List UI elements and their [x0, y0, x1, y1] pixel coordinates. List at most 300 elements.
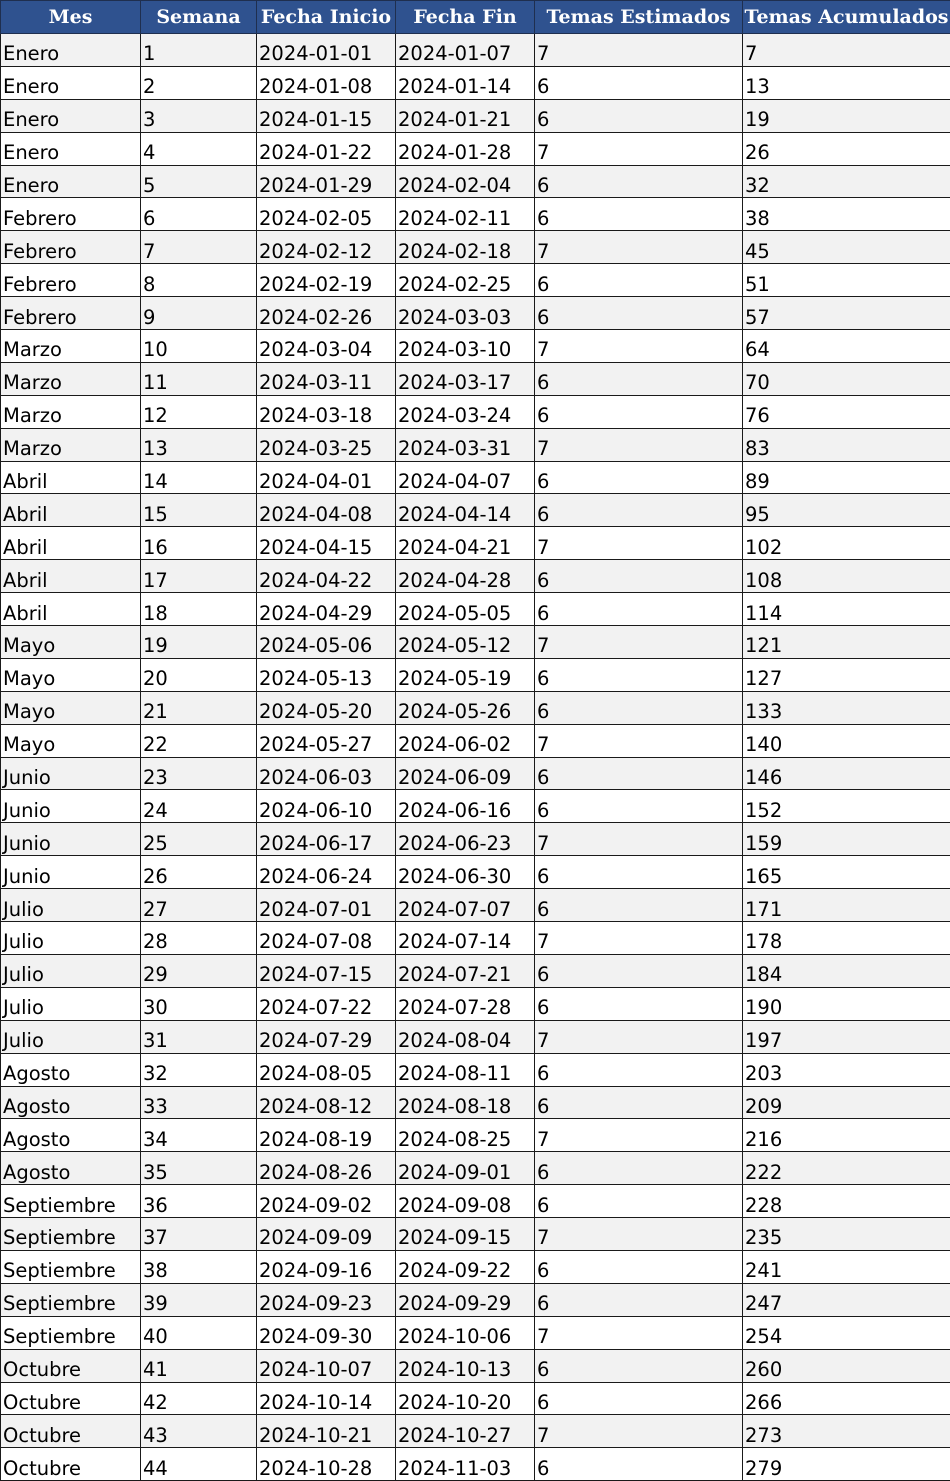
cell-fecha-fin[interactable]: 2024-04-28 [396, 560, 535, 593]
cell-fecha-fin[interactable]: 2024-01-14 [396, 66, 535, 99]
cell-temas-acumulados[interactable]: 203 [743, 1053, 950, 1086]
cell-temas-acumulados[interactable]: 209 [743, 1086, 950, 1119]
cell-temas-acumulados[interactable]: 190 [743, 987, 950, 1020]
cell-temas-estimados[interactable]: 6 [535, 461, 743, 494]
cell-temas-acumulados[interactable]: 133 [743, 691, 950, 724]
cell-fecha-inicio[interactable]: 2024-04-15 [257, 527, 396, 560]
cell-fecha-inicio[interactable]: 2024-07-15 [257, 954, 396, 987]
cell-fecha-inicio[interactable]: 2024-05-20 [257, 691, 396, 724]
cell-fecha-fin[interactable]: 2024-04-21 [396, 527, 535, 560]
cell-temas-acumulados[interactable]: 260 [743, 1349, 950, 1382]
cell-temas-acumulados[interactable]: 159 [743, 823, 950, 856]
cell-fecha-inicio[interactable]: 2024-08-26 [257, 1152, 396, 1185]
cell-temas-acumulados[interactable]: 13 [743, 66, 950, 99]
table-row [1, 823, 950, 856]
cell-temas-acumulados[interactable]: 64 [743, 330, 950, 363]
cell-temas-acumulados[interactable]: 89 [743, 461, 950, 494]
cell-mes[interactable]: Octubre [1, 1448, 141, 1481]
cell-temas-acumulados[interactable]: 114 [743, 593, 950, 626]
cell-temas-estimados[interactable]: 6 [535, 889, 743, 922]
cell-temas-acumulados[interactable]: 241 [743, 1250, 950, 1283]
cell-temas-acumulados[interactable]: 146 [743, 757, 950, 790]
cell-temas-acumulados[interactable]: 127 [743, 658, 950, 691]
cell-temas-estimados[interactable]: 7 [535, 823, 743, 856]
cell-fecha-inicio[interactable]: 2024-01-22 [257, 132, 396, 165]
cell-temas-acumulados[interactable]: 95 [743, 494, 950, 527]
cell-fecha-inicio[interactable]: 2024-07-29 [257, 1020, 396, 1053]
cell-fecha-fin[interactable]: 2024-02-18 [396, 231, 535, 264]
cell-mes[interactable]: Mayo [1, 658, 141, 691]
cell-temas-acumulados[interactable]: 254 [743, 1316, 950, 1349]
cell-fecha-inicio[interactable]: 2024-04-29 [257, 593, 396, 626]
cell-temas-estimados[interactable]: 7 [535, 1020, 743, 1053]
cell-temas-estimados[interactable]: 6 [535, 362, 743, 395]
cell-mes[interactable]: Julio [1, 954, 141, 987]
cell-fecha-fin[interactable]: 2024-07-28 [396, 987, 535, 1020]
cell-fecha-inicio[interactable]: 2024-09-23 [257, 1283, 396, 1316]
table-row [1, 757, 950, 790]
cell-fecha-fin[interactable]: 2024-05-12 [396, 626, 535, 659]
cell-fecha-fin[interactable]: 2024-01-07 [396, 34, 535, 67]
cell-mes[interactable]: Junio [1, 790, 141, 823]
cell-semana[interactable]: 30 [141, 987, 257, 1020]
cell-temas-estimados[interactable]: 6 [535, 66, 743, 99]
cell-temas-estimados[interactable]: 6 [535, 1086, 743, 1119]
header-row [1, 1, 950, 34]
cell-temas-acumulados[interactable]: 247 [743, 1283, 950, 1316]
cell-temas-estimados[interactable]: 6 [535, 395, 743, 428]
cell-temas-acumulados[interactable]: 222 [743, 1152, 950, 1185]
cell-semana[interactable]: 8 [141, 264, 257, 297]
cell-temas-estimados[interactable]: 6 [535, 1053, 743, 1086]
cell-fecha-fin[interactable]: 2024-09-01 [396, 1152, 535, 1185]
cell-semana[interactable]: 7 [141, 231, 257, 264]
cell-semana[interactable]: 21 [141, 691, 257, 724]
cell-fecha-fin[interactable]: 2024-05-26 [396, 691, 535, 724]
cell-semana[interactable]: 18 [141, 593, 257, 626]
cell-temas-acumulados[interactable]: 57 [743, 297, 950, 330]
cell-fecha-inicio[interactable]: 2024-04-08 [257, 494, 396, 527]
table-row [1, 362, 950, 395]
cell-semana[interactable]: 42 [141, 1382, 257, 1415]
cell-fecha-fin[interactable]: 2024-10-13 [396, 1349, 535, 1382]
cell-temas-estimados[interactable]: 6 [535, 987, 743, 1020]
header-mes[interactable]: Mes [1, 1, 141, 34]
cell-fecha-fin[interactable]: 2024-07-14 [396, 922, 535, 955]
table-row [1, 395, 950, 428]
table-row [1, 889, 950, 922]
cell-fecha-inicio[interactable]: 2024-01-08 [257, 66, 396, 99]
cell-fecha-inicio[interactable]: 2024-02-19 [257, 264, 396, 297]
cell-temas-estimados[interactable]: 6 [535, 1382, 743, 1415]
cell-temas-acumulados[interactable]: 108 [743, 560, 950, 593]
cell-fecha-inicio[interactable]: 2024-01-01 [257, 34, 396, 67]
cell-semana[interactable]: 2 [141, 66, 257, 99]
cell-fecha-inicio[interactable]: 2024-09-16 [257, 1250, 396, 1283]
cell-mes[interactable]: Marzo [1, 330, 141, 363]
cell-mes[interactable]: Julio [1, 922, 141, 955]
cell-temas-estimados[interactable]: 7 [535, 626, 743, 659]
table-row [1, 626, 950, 659]
table-row [1, 264, 950, 297]
cell-mes[interactable]: Enero [1, 132, 141, 165]
table-row [1, 461, 950, 494]
table-row [1, 527, 950, 560]
cell-mes[interactable]: Marzo [1, 428, 141, 461]
cell-temas-estimados[interactable]: 6 [535, 1250, 743, 1283]
cell-fecha-fin[interactable]: 2024-08-25 [396, 1119, 535, 1152]
cell-mes[interactable]: Junio [1, 757, 141, 790]
cell-mes[interactable]: Abril [1, 494, 141, 527]
cell-fecha-inicio[interactable]: 2024-09-09 [257, 1218, 396, 1251]
cell-fecha-fin[interactable]: 2024-09-22 [396, 1250, 535, 1283]
cell-temas-estimados[interactable]: 6 [535, 691, 743, 724]
table-row [1, 165, 950, 198]
table-row [1, 658, 950, 691]
cell-semana[interactable]: 11 [141, 362, 257, 395]
table-body [1, 34, 950, 1481]
cell-temas-estimados[interactable]: 6 [535, 658, 743, 691]
cell-fecha-fin[interactable]: 2024-06-09 [396, 757, 535, 790]
header-fecha-inicio[interactable]: Fecha Inicio [257, 1, 396, 34]
cell-fecha-inicio[interactable]: 2024-06-17 [257, 823, 396, 856]
cell-temas-estimados[interactable]: 6 [535, 1448, 743, 1481]
cell-mes[interactable]: Agosto [1, 1119, 141, 1152]
cell-mes[interactable]: Abril [1, 593, 141, 626]
cell-temas-acumulados[interactable]: 197 [743, 1020, 950, 1053]
table-row [1, 790, 950, 823]
cell-mes[interactable]: Enero [1, 99, 141, 132]
cell-temas-acumulados[interactable]: 26 [743, 132, 950, 165]
cell-mes[interactable]: Septiembre [1, 1283, 141, 1316]
cell-fecha-inicio[interactable]: 2024-05-13 [257, 658, 396, 691]
cell-fecha-fin[interactable]: 2024-02-25 [396, 264, 535, 297]
cell-mes[interactable]: Abril [1, 560, 141, 593]
cell-semana[interactable]: 12 [141, 395, 257, 428]
cell-semana[interactable]: 43 [141, 1415, 257, 1448]
cell-temas-estimados[interactable]: 6 [535, 1349, 743, 1382]
cell-temas-acumulados[interactable]: 83 [743, 428, 950, 461]
table-row [1, 34, 950, 67]
cell-fecha-fin[interactable]: 2024-03-03 [396, 297, 535, 330]
cell-mes[interactable]: Abril [1, 461, 141, 494]
cell-temas-acumulados[interactable]: 7 [743, 34, 950, 67]
cell-semana[interactable]: 41 [141, 1349, 257, 1382]
cell-semana[interactable]: 31 [141, 1020, 257, 1053]
cell-fecha-inicio[interactable]: 2024-02-05 [257, 198, 396, 231]
cell-mes[interactable]: Marzo [1, 362, 141, 395]
cell-temas-estimados[interactable]: 6 [535, 757, 743, 790]
cell-semana[interactable]: 34 [141, 1119, 257, 1152]
cell-temas-acumulados[interactable]: 19 [743, 99, 950, 132]
cell-semana[interactable]: 23 [141, 757, 257, 790]
cell-temas-estimados[interactable]: 6 [535, 560, 743, 593]
cell-semana[interactable]: 16 [141, 527, 257, 560]
cell-fecha-inicio[interactable]: 2024-09-02 [257, 1185, 396, 1218]
cell-temas-estimados[interactable]: 7 [535, 1119, 743, 1152]
cell-fecha-inicio[interactable]: 2024-10-14 [257, 1382, 396, 1415]
cell-fecha-inicio[interactable]: 2024-09-30 [257, 1316, 396, 1349]
cell-mes[interactable]: Mayo [1, 724, 141, 757]
cell-fecha-inicio[interactable]: 2024-07-22 [257, 987, 396, 1020]
cell-semana[interactable]: 22 [141, 724, 257, 757]
cell-fecha-inicio[interactable]: 2024-08-12 [257, 1086, 396, 1119]
cell-mes[interactable]: Febrero [1, 231, 141, 264]
cell-mes[interactable]: Enero [1, 66, 141, 99]
cell-mes[interactable]: Agosto [1, 1086, 141, 1119]
cell-mes[interactable]: Mayo [1, 691, 141, 724]
table-row [1, 231, 950, 264]
cell-mes[interactable]: Octubre [1, 1382, 141, 1415]
table-row [1, 1415, 950, 1448]
table-row [1, 954, 950, 987]
table-row [1, 198, 950, 231]
cell-mes[interactable]: Febrero [1, 297, 141, 330]
cell-fecha-inicio[interactable]: 2024-05-06 [257, 626, 396, 659]
table-row [1, 66, 950, 99]
cell-temas-acumulados[interactable]: 171 [743, 889, 950, 922]
cell-fecha-inicio[interactable]: 2024-06-03 [257, 757, 396, 790]
cell-fecha-inicio[interactable]: 2024-03-11 [257, 362, 396, 395]
cell-temas-acumulados[interactable]: 102 [743, 527, 950, 560]
cell-fecha-fin[interactable]: 2024-09-29 [396, 1283, 535, 1316]
cell-semana[interactable]: 13 [141, 428, 257, 461]
cell-temas-estimados[interactable]: 6 [535, 198, 743, 231]
cell-temas-estimados[interactable]: 7 [535, 1415, 743, 1448]
cell-temas-estimados[interactable]: 6 [535, 856, 743, 889]
cell-fecha-fin[interactable]: 2024-06-23 [396, 823, 535, 856]
cell-temas-acumulados[interactable]: 235 [743, 1218, 950, 1251]
cell-semana[interactable]: 38 [141, 1250, 257, 1283]
cell-semana[interactable]: 29 [141, 954, 257, 987]
cell-fecha-fin[interactable]: 2024-10-20 [396, 1382, 535, 1415]
cell-fecha-inicio[interactable]: 2024-07-01 [257, 889, 396, 922]
cell-mes[interactable]: Agosto [1, 1053, 141, 1086]
cell-mes[interactable]: Septiembre [1, 1218, 141, 1251]
cell-fecha-fin[interactable]: 2024-03-24 [396, 395, 535, 428]
cell-semana[interactable]: 19 [141, 626, 257, 659]
table-row [1, 1152, 950, 1185]
cell-semana[interactable]: 27 [141, 889, 257, 922]
cell-fecha-fin[interactable]: 2024-02-04 [396, 165, 535, 198]
cell-mes[interactable]: Agosto [1, 1152, 141, 1185]
cell-fecha-fin[interactable]: 2024-03-10 [396, 330, 535, 363]
header-semana[interactable]: Semana [141, 1, 257, 34]
cell-mes[interactable]: Octubre [1, 1415, 141, 1448]
cell-temas-estimados[interactable]: 6 [535, 790, 743, 823]
cell-temas-estimados[interactable]: 6 [535, 1152, 743, 1185]
cell-semana[interactable]: 24 [141, 790, 257, 823]
cell-mes[interactable]: Febrero [1, 198, 141, 231]
cell-temas-acumulados[interactable]: 140 [743, 724, 950, 757]
cell-temas-estimados[interactable]: 7 [535, 1316, 743, 1349]
cell-mes[interactable]: Enero [1, 34, 141, 67]
cell-mes[interactable]: Julio [1, 987, 141, 1020]
cell-fecha-inicio[interactable]: 2024-03-04 [257, 330, 396, 363]
cell-temas-acumulados[interactable]: 228 [743, 1185, 950, 1218]
header-temas-acumulados[interactable]: Temas Acumulados [743, 1, 950, 34]
cell-semana[interactable]: 5 [141, 165, 257, 198]
cell-fecha-fin[interactable]: 2024-11-03 [396, 1448, 535, 1481]
table-row [1, 593, 950, 626]
cell-semana[interactable]: 36 [141, 1185, 257, 1218]
cell-temas-acumulados[interactable]: 32 [743, 165, 950, 198]
cell-fecha-fin[interactable]: 2024-06-16 [396, 790, 535, 823]
cell-semana[interactable]: 44 [141, 1448, 257, 1481]
cell-temas-acumulados[interactable]: 45 [743, 231, 950, 264]
cell-fecha-fin[interactable]: 2024-10-27 [396, 1415, 535, 1448]
cell-fecha-inicio[interactable]: 2024-07-08 [257, 922, 396, 955]
cell-fecha-fin[interactable]: 2024-06-02 [396, 724, 535, 757]
cell-fecha-fin[interactable]: 2024-06-30 [396, 856, 535, 889]
cell-fecha-inicio[interactable]: 2024-06-10 [257, 790, 396, 823]
cell-semana[interactable]: 39 [141, 1283, 257, 1316]
cell-fecha-fin[interactable]: 2024-03-31 [396, 428, 535, 461]
cell-temas-acumulados[interactable]: 152 [743, 790, 950, 823]
cell-temas-acumulados[interactable]: 178 [743, 922, 950, 955]
cell-mes[interactable]: Junio [1, 856, 141, 889]
cell-fecha-inicio[interactable]: 2024-10-07 [257, 1349, 396, 1382]
cell-mes[interactable]: Julio [1, 1020, 141, 1053]
cell-semana[interactable]: 20 [141, 658, 257, 691]
cell-temas-estimados[interactable]: 7 [535, 922, 743, 955]
cell-fecha-fin[interactable]: 2024-05-05 [396, 593, 535, 626]
cell-fecha-fin[interactable]: 2024-03-17 [396, 362, 535, 395]
cell-mes[interactable]: Septiembre [1, 1316, 141, 1349]
cell-temas-estimados[interactable]: 6 [535, 1185, 743, 1218]
cell-mes[interactable]: Marzo [1, 395, 141, 428]
cell-fecha-inicio[interactable]: 2024-02-26 [257, 297, 396, 330]
cell-fecha-inicio[interactable]: 2024-08-19 [257, 1119, 396, 1152]
cell-temas-estimados[interactable]: 7 [535, 231, 743, 264]
cell-fecha-fin[interactable]: 2024-04-14 [396, 494, 535, 527]
cell-semana[interactable]: 6 [141, 198, 257, 231]
table-header [1, 1, 950, 34]
cell-mes[interactable]: Abril [1, 527, 141, 560]
cell-fecha-inicio[interactable]: 2024-03-25 [257, 428, 396, 461]
cell-semana[interactable]: 35 [141, 1152, 257, 1185]
cell-temas-estimados[interactable]: 6 [535, 494, 743, 527]
cell-fecha-inicio[interactable]: 2024-01-15 [257, 99, 396, 132]
cell-semana[interactable]: 14 [141, 461, 257, 494]
cell-mes[interactable]: Mayo [1, 626, 141, 659]
cell-fecha-inicio[interactable]: 2024-05-27 [257, 724, 396, 757]
cell-fecha-inicio[interactable]: 2024-02-12 [257, 231, 396, 264]
cell-mes[interactable]: Julio [1, 889, 141, 922]
cell-semana[interactable]: 37 [141, 1218, 257, 1251]
cell-mes[interactable]: Enero [1, 165, 141, 198]
cell-fecha-fin[interactable]: 2024-01-28 [396, 132, 535, 165]
cell-temas-estimados[interactable]: 7 [535, 34, 743, 67]
cell-temas-acumulados[interactable]: 279 [743, 1448, 950, 1481]
cell-temas-estimados[interactable]: 7 [535, 330, 743, 363]
cell-fecha-fin[interactable]: 2024-08-11 [396, 1053, 535, 1086]
cell-fecha-inicio[interactable]: 2024-08-05 [257, 1053, 396, 1086]
cell-temas-estimados[interactable]: 7 [535, 1218, 743, 1251]
cell-semana[interactable]: 28 [141, 922, 257, 955]
cell-temas-estimados[interactable]: 6 [535, 264, 743, 297]
cell-temas-estimados[interactable]: 6 [535, 954, 743, 987]
cell-temas-estimados[interactable]: 7 [535, 132, 743, 165]
table-row [1, 1250, 950, 1283]
table-row [1, 1086, 950, 1119]
cell-temas-estimados[interactable]: 6 [535, 1283, 743, 1316]
cell-semana[interactable]: 9 [141, 297, 257, 330]
cell-semana[interactable]: 1 [141, 34, 257, 67]
cell-temas-acumulados[interactable]: 184 [743, 954, 950, 987]
cell-fecha-inicio[interactable]: 2024-01-29 [257, 165, 396, 198]
cell-mes[interactable]: Septiembre [1, 1250, 141, 1283]
cell-temas-acumulados[interactable]: 266 [743, 1382, 950, 1415]
cell-fecha-fin[interactable]: 2024-08-04 [396, 1020, 535, 1053]
cell-fecha-fin[interactable]: 2024-01-21 [396, 99, 535, 132]
cell-temas-estimados[interactable]: 7 [535, 527, 743, 560]
cell-fecha-inicio[interactable]: 2024-03-18 [257, 395, 396, 428]
header-fecha-fin[interactable]: Fecha Fin [396, 1, 535, 34]
cell-temas-estimados[interactable]: 7 [535, 428, 743, 461]
cell-fecha-inicio[interactable]: 2024-10-21 [257, 1415, 396, 1448]
cell-fecha-fin[interactable]: 2024-05-19 [396, 658, 535, 691]
table-row [1, 560, 950, 593]
cell-mes[interactable]: Febrero [1, 264, 141, 297]
cell-temas-estimados[interactable]: 6 [535, 297, 743, 330]
cell-temas-acumulados[interactable]: 70 [743, 362, 950, 395]
cell-fecha-fin[interactable]: 2024-08-18 [396, 1086, 535, 1119]
cell-temas-estimados[interactable]: 6 [535, 165, 743, 198]
cell-semana[interactable]: 3 [141, 99, 257, 132]
cell-temas-acumulados[interactable]: 273 [743, 1415, 950, 1448]
cell-mes[interactable]: Octubre [1, 1349, 141, 1382]
cell-semana[interactable]: 17 [141, 560, 257, 593]
cell-temas-acumulados[interactable]: 51 [743, 264, 950, 297]
cell-semana[interactable]: 10 [141, 330, 257, 363]
cell-temas-acumulados[interactable]: 76 [743, 395, 950, 428]
cell-semana[interactable]: 32 [141, 1053, 257, 1086]
cell-semana[interactable]: 25 [141, 823, 257, 856]
cell-fecha-fin[interactable]: 2024-07-21 [396, 954, 535, 987]
cell-fecha-fin[interactable]: 2024-09-08 [396, 1185, 535, 1218]
cell-temas-acumulados[interactable]: 216 [743, 1119, 950, 1152]
cell-semana[interactable]: 33 [141, 1086, 257, 1119]
cell-fecha-fin[interactable]: 2024-04-07 [396, 461, 535, 494]
table-row [1, 1349, 950, 1382]
table-row [1, 987, 950, 1020]
cell-fecha-fin[interactable]: 2024-02-11 [396, 198, 535, 231]
cell-mes[interactable]: Septiembre [1, 1185, 141, 1218]
header-temas-estimados[interactable]: Temas Estimados [535, 1, 743, 34]
cell-temas-acumulados[interactable]: 121 [743, 626, 950, 659]
cell-semana[interactable]: 15 [141, 494, 257, 527]
cell-temas-estimados[interactable]: 6 [535, 593, 743, 626]
cell-semana[interactable]: 4 [141, 132, 257, 165]
cell-temas-estimados[interactable]: 6 [535, 99, 743, 132]
cell-fecha-inicio[interactable]: 2024-10-28 [257, 1448, 396, 1481]
cell-fecha-fin[interactable]: 2024-10-06 [396, 1316, 535, 1349]
cell-temas-acumulados[interactable]: 165 [743, 856, 950, 889]
cell-fecha-inicio[interactable]: 2024-04-22 [257, 560, 396, 593]
cell-temas-estimados[interactable]: 7 [535, 724, 743, 757]
cell-mes[interactable]: Junio [1, 823, 141, 856]
table-row [1, 1020, 950, 1053]
table-row [1, 922, 950, 955]
cell-semana[interactable]: 26 [141, 856, 257, 889]
cell-semana[interactable]: 40 [141, 1316, 257, 1349]
cell-fecha-inicio[interactable]: 2024-04-01 [257, 461, 396, 494]
cell-fecha-fin[interactable]: 2024-09-15 [396, 1218, 535, 1251]
cell-temas-acumulados[interactable]: 38 [743, 198, 950, 231]
cell-fecha-fin[interactable]: 2024-07-07 [396, 889, 535, 922]
cell-fecha-inicio[interactable]: 2024-06-24 [257, 856, 396, 889]
